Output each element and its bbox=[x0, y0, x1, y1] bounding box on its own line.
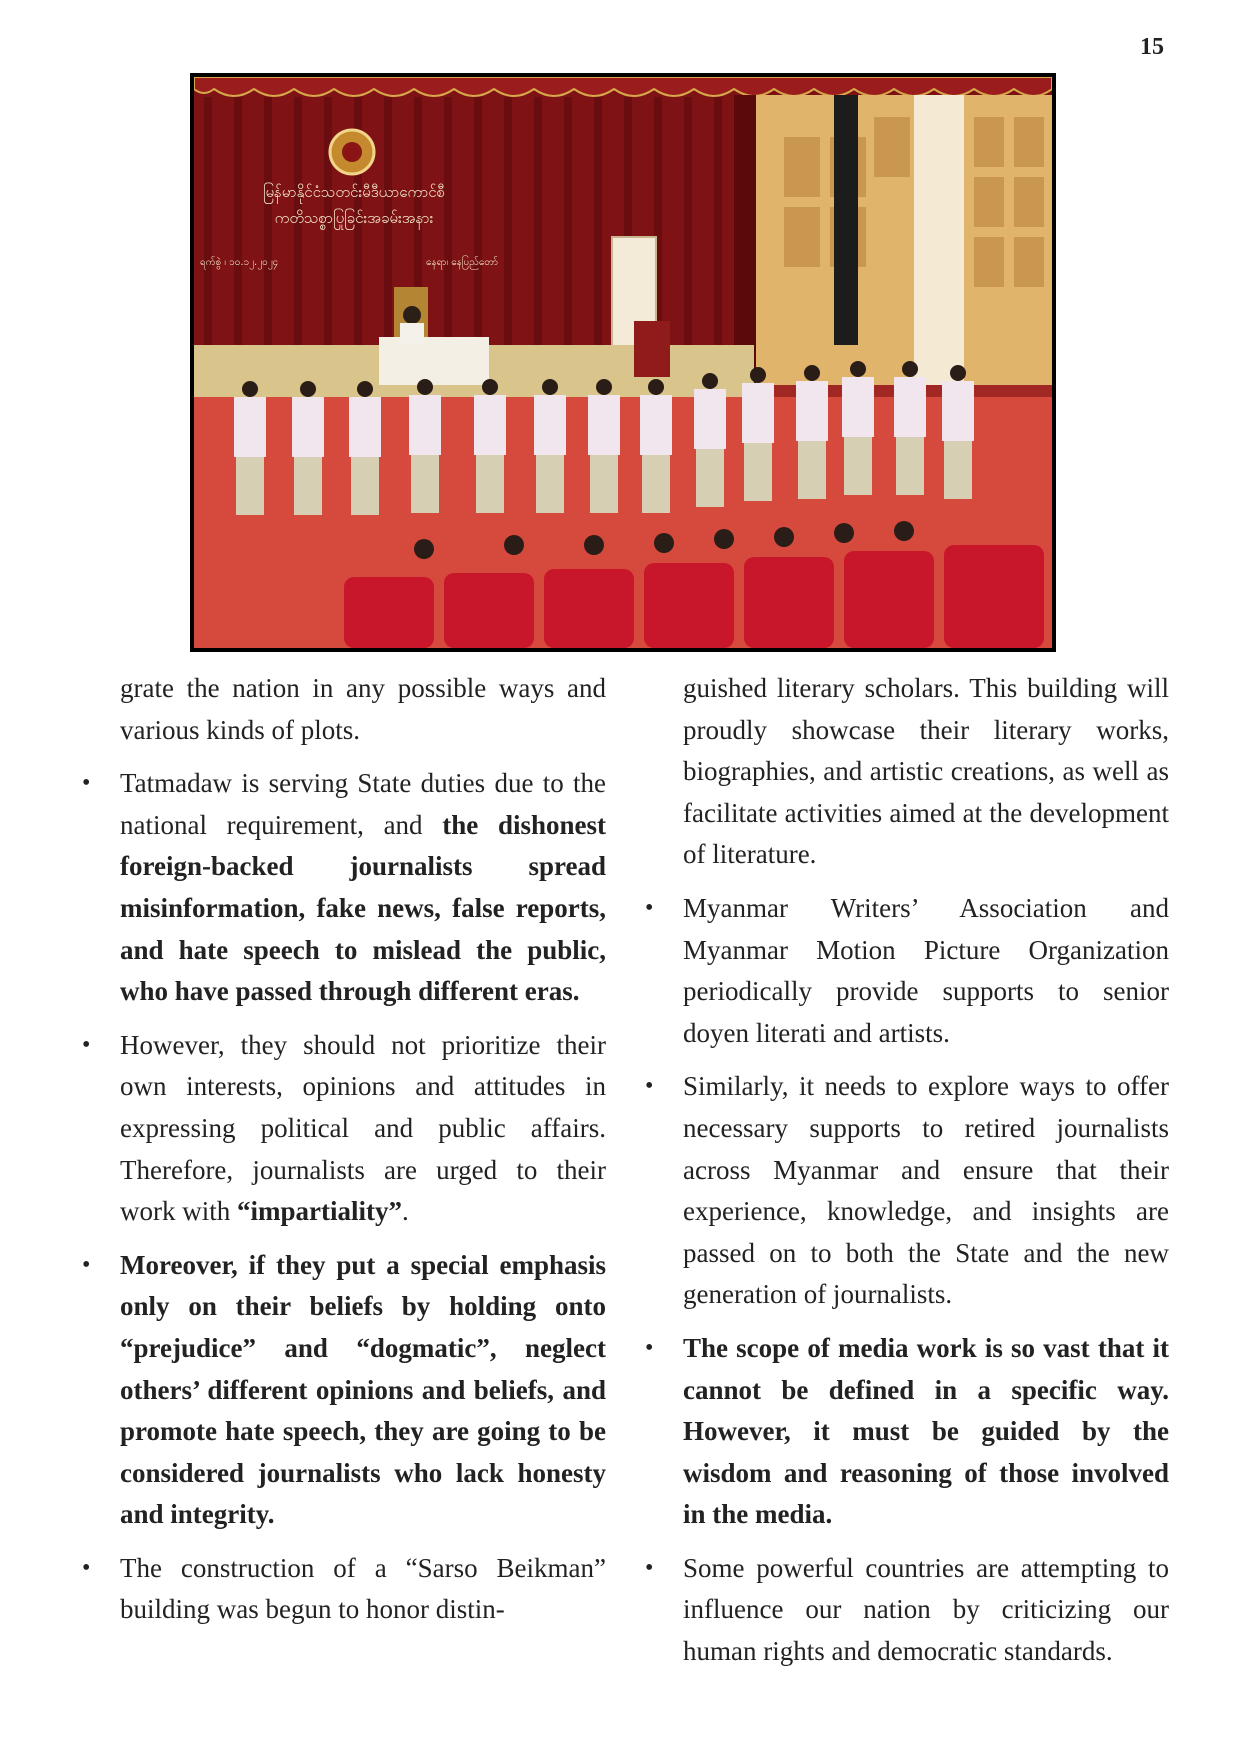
list-item bbox=[683, 888, 1169, 1054]
item-bold-text: “impartiality” bbox=[237, 1196, 402, 1227]
list-item bbox=[683, 1548, 1169, 1673]
item-text: Myanmar Writers’ Association and Myanmar Motion Picture Organization periodically provide supports to senior doyen literati and artists. bbox=[683, 892, 1169, 1048]
list-item bbox=[683, 1066, 1169, 1316]
page-number: 15 bbox=[1140, 34, 1164, 60]
banner-place: နေရာ၊ နေပြည်တော် bbox=[426, 257, 499, 268]
item-bold-text: Moreover, if they put a special emphasis only on their beliefs by holding onto “prejudice” and “dogmatic”, neglect others’ different opinions and beliefs, and promote hate speech, they are going to be considered journalists who lack honesty and integrity. bbox=[120, 1249, 606, 1530]
right-column bbox=[683, 668, 1169, 1673]
left-continuation: grate the nation in any possible ways and various kinds of plots. bbox=[120, 673, 606, 745]
item-bold-text: the dishonest foreign-backed journalists spread misinformation, fake news, false reports, and hate speech to mislead the public, who have passed through different eras. bbox=[120, 809, 606, 1007]
item-text: The construction of a “Sarso Beikman” building was begun to honor distin- bbox=[120, 1552, 606, 1625]
ceremony-photo bbox=[190, 73, 1056, 652]
banner-line-2: ကတိသစ္စာပြုခြင်းအခမ်းအနား bbox=[274, 209, 434, 227]
list-item bbox=[120, 1548, 606, 1631]
item-text: Some powerful countries are attempting to influence our nation by criticizing our human rights and democratic standards. bbox=[683, 1552, 1169, 1667]
list-item bbox=[120, 763, 606, 1013]
item-tail-text: . bbox=[401, 1196, 409, 1227]
item-bold-text: The scope of media work is so vast that it cannot be defined in a specific way. However, it must be guided by the wisdom and reasoning of those involved in the media. bbox=[683, 1332, 1169, 1530]
list-item bbox=[120, 1025, 606, 1233]
list-item bbox=[683, 1328, 1169, 1536]
right-continuation: guished literary scholars. This building will proudly showcase their literary works, biographies, and artistic creations, as well as facilitate activities aimed at the development of literature. bbox=[683, 673, 1169, 870]
item-text: However, they should not prioritize their own interests, opinions and attitudes in expressing political and public affairs. Therefore, journalists are urged to their work with bbox=[120, 1029, 606, 1227]
item-text: Tatmadaw is serving State duties due to the national requirement, and bbox=[120, 768, 606, 840]
item-text: Similarly, it needs to explore ways to offer necessary supports to retired journalists across Myanmar and ensure that their experience, knowledge, and insights are passed on to both the State and the new generation of journalists. bbox=[683, 1071, 1169, 1310]
banner-line-1: မြန်မာနိုင်ငံသတင်းမီဒီယာကောင်စီ bbox=[262, 183, 446, 201]
left-column bbox=[120, 668, 606, 1631]
banner-date: ရက်စွဲ ၊ ၁၀.၁၂.၂၀၂၄ bbox=[200, 257, 279, 268]
list-item bbox=[120, 1245, 606, 1536]
